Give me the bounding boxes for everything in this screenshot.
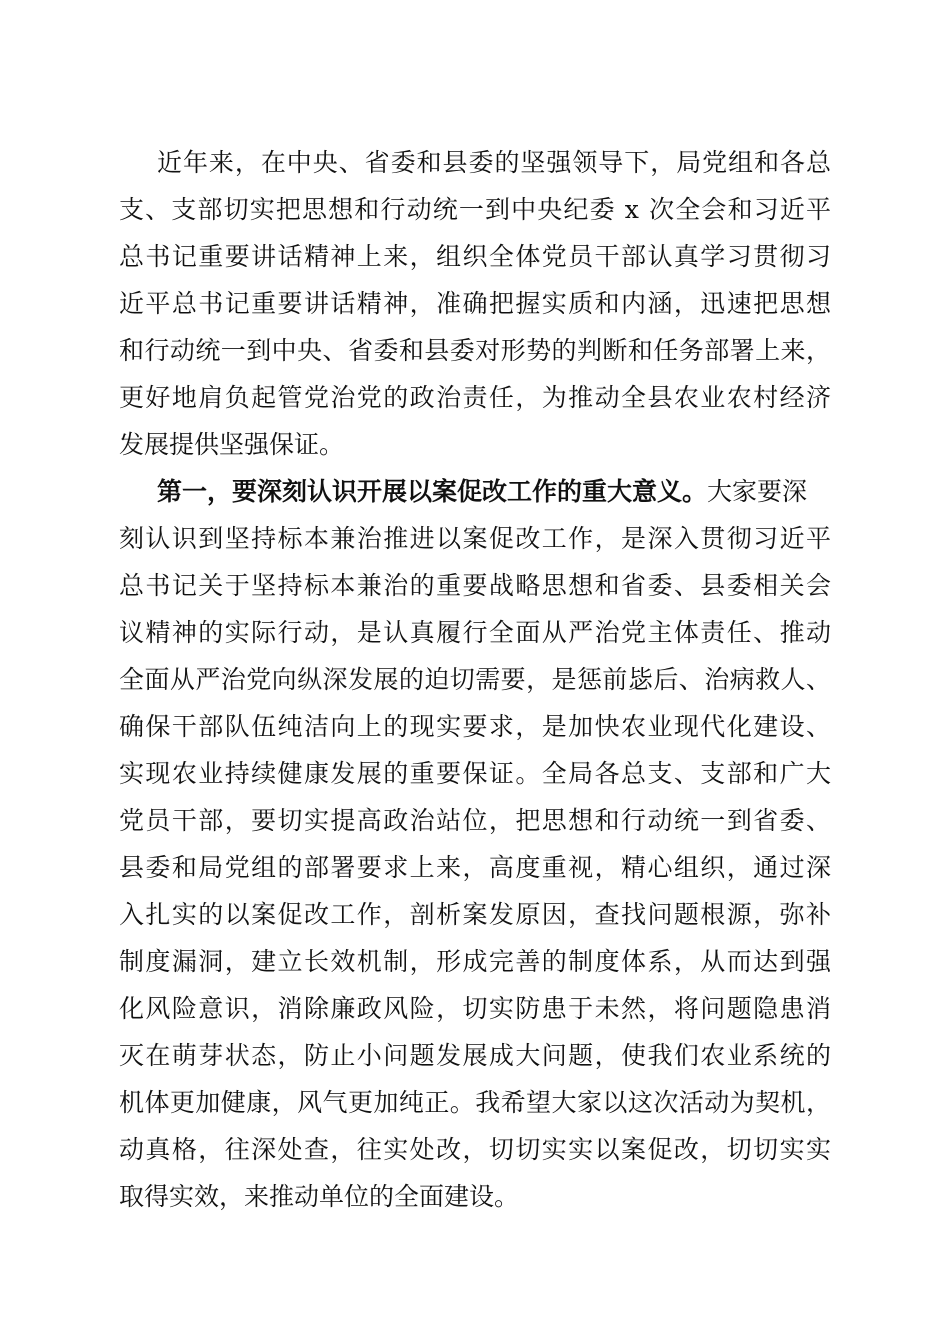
paragraph-2-line-2: 刻认识到坚持标本兼治推进以案促改工作，是深入贯彻习近平 <box>119 524 833 553</box>
paragraph-2-line-3: 总书记关于坚持标本兼治的重要战略思想和省委、县委相关会 <box>119 571 833 600</box>
paragraph-2-line-4: 议精神的实际行动，是认真履行全面从严治党主体责任、推动 <box>119 618 833 647</box>
paragraph-2-line-8: 党员干部，要切实提高政治站位，把思想和行动统一到省委、 <box>119 806 833 835</box>
paragraph-2-line-14: 机体更加健康，风气更加纯正。我希望大家以这次活动为契机， <box>119 1088 832 1117</box>
paragraph-1-line-1: 近年来，在中央、省委和县委的坚强领导下，局党组和各总 <box>157 148 832 177</box>
paragraph-2-line-16: 取得实效，来推动单位的全面建设。 <box>119 1182 520 1211</box>
paragraph-1-line-7: 发展提供坚强保证。 <box>119 430 345 459</box>
paragraph-2-line-11: 制度漏洞，建立长效机制，形成完善的制度体系，从而达到强 <box>119 947 833 976</box>
paragraph-1-line-3: 总书记重要讲话精神上来，组织全体党员干部认真学习贯彻习 <box>119 242 833 271</box>
paragraph-2-line-15: 动真格，往深处查，往实处改，切切实实以案促改，切切实实 <box>119 1135 833 1164</box>
paragraph-2-line-12: 化风险意识，消除廉政风险，切实防患于未然，将问题隐患消 <box>119 994 833 1023</box>
paragraph-2-line-1 <box>119 468 831 515</box>
paragraph-2-lead-rest: 大家要深 <box>707 477 808 506</box>
paragraph-1-line-6: 更好地肩负起管党治党的政治责任，为推动全县农业农村经济 <box>119 383 833 412</box>
paragraph-2-line-9: 县委和局党组的部署要求上来，高度重视，精心组织，通过深 <box>119 853 833 882</box>
paragraph-2-line-10: 入扎实的以案促改工作，剖析案发原因，查找问题根源，弥补 <box>119 900 833 929</box>
paragraph-2-line-6: 确保干部队伍纯洁向上的现实要求，是加快农业现代化建设、 <box>119 712 833 741</box>
paragraph-2-line-7: 实现农业持续健康发展的重要保证。全局各总支、支部和广大 <box>119 759 833 788</box>
paragraph-2-line-5: 全面从严治党向纵深发展的迫切需要，是惩前毖后、治病救人、 <box>119 665 832 694</box>
paragraph-1-line-5: 和行动统一到中央、省委和县委对形势的判断和任务部署上来， <box>119 336 832 365</box>
paragraph-2-line-13: 灭在萌芽状态，防止小问题发展成大问题，使我们农业系统的 <box>119 1041 833 1070</box>
paragraph-2-heading: 第一，要深刻认识开展以案促改工作的重大意义。 <box>157 477 708 506</box>
paragraph-1-line-4: 近平总书记重要讲话精神，准确把握实质和内涵，迅速把思想 <box>119 289 833 318</box>
document-body <box>119 139 831 1220</box>
paragraph-1-line-2: 支、支部切实把思想和行动统一到中央纪委 x 次全会和习近平 <box>119 195 833 224</box>
